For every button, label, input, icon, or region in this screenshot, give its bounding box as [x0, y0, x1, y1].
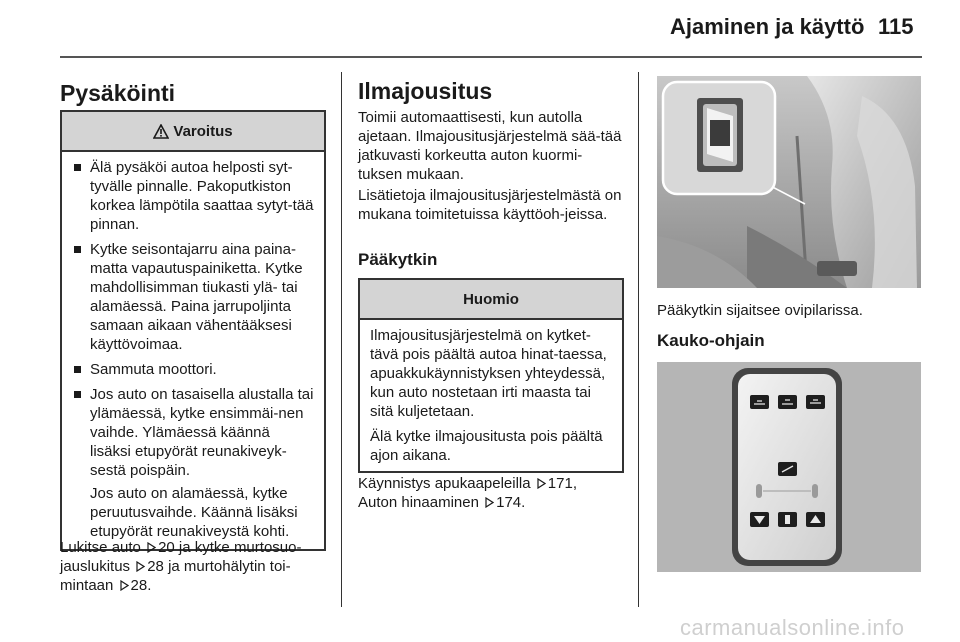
- footer-ref-1[interactable]: 20: [158, 539, 175, 556]
- column-separator: [341, 72, 342, 607]
- warning-box: [60, 110, 326, 551]
- subtitle-main-switch: Pääkytkin: [358, 250, 438, 269]
- note-box-header: [360, 280, 622, 320]
- note-paragraph-2: Älä kytke ilmajousitusta pois päältä ajon aikana.: [370, 428, 603, 464]
- note-paragraph-1: Ilmajousitusjärjestelmä on kytket-tävä pois päältä autoa hinat-taessa, apuakkukäynnistyksen yhteydessä, kun auto nostetaan irti maasta tai sitä kuljetetaan.: [370, 327, 607, 420]
- warning-body: [62, 152, 324, 549]
- ref-line-2-page[interactable]: 174.: [496, 494, 526, 511]
- parking-footer-paragraph: [60, 538, 335, 595]
- footer-text-a: Lukitse auto: [60, 539, 141, 556]
- footer-ref-2[interactable]: 28: [147, 558, 164, 575]
- footer-text-b: ja kytke murtosuo-jauslukitus: [60, 539, 302, 575]
- header-rule: [60, 56, 922, 58]
- figure-caption-main-switch: Pääkytkin sijaitsee ovipilarissa.: [657, 302, 863, 319]
- warning-box-header: [62, 112, 324, 152]
- warning-item: Älä pysäköi autoa helposti syt-tyvälle pinnalle. Pakoputkiston korkea lämpötila saattaa sytyt-tää pinnan.: [72, 158, 314, 234]
- page-reference-icon: [485, 497, 494, 508]
- main-switch-illustration: [657, 76, 921, 288]
- footer-ref-3[interactable]: 28.: [130, 577, 152, 594]
- warning-triangle-icon: [153, 124, 169, 139]
- page-reference-icon: [537, 478, 546, 489]
- warning-list: [72, 158, 314, 480]
- warning-item: Jos auto on tasaisella alustalla tai ylämäessä, kytke ensimmäi-nen vaihde. Ylämäessä käännä lisäksi etupyörät reunakiveyk-sestä poispäin.: [72, 385, 314, 480]
- footer-text-c: ja murtohälytin toi-mintaan: [60, 558, 291, 594]
- ref-line-1-text: Käynnistys apukaapeleilla: [358, 475, 531, 492]
- remote-control-illustration: [657, 362, 921, 572]
- page-number: 115: [878, 14, 914, 39]
- door-pillar-switch-image: [657, 76, 921, 288]
- section-title-air-suspension: Ilmajousitus: [358, 78, 493, 104]
- warning-item: Kytke seisontajarru aina paina-matta vapautuspainiketta. Kytke mahdollisimman tiukasti ylä- tai alamäessä. Paina jarrupoljinta samaan aikaan vähentääksesi käyttövoimaa.: [72, 240, 314, 354]
- note-heading: Huomio: [463, 290, 519, 308]
- warning-item: Sammuta moottori.: [72, 360, 314, 379]
- air-suspension-paragraph-2: Lisätietoja ilmajousitusjärjestelmästä on mukana toimitetuissa käyttöoh-jeissa.: [358, 187, 622, 223]
- subtitle-remote-control: Kauko-ohjain: [657, 331, 765, 350]
- section-title-parking: Pysäköinti: [60, 80, 176, 106]
- ref-line-2-text: Auton hinaaminen: [358, 494, 479, 511]
- warning-extra-paragraph: Jos auto on alamäessä, kytke peruutusvaihde. Käännä lisäksi etupyörät reunakiveystä kohti.: [90, 485, 298, 540]
- page-reference-icon: [136, 561, 145, 572]
- watermark-text[interactable]: carmanualsonline.info: [680, 615, 905, 640]
- warning-heading: Varoitus: [173, 122, 233, 140]
- reference-lines: [358, 474, 626, 512]
- remote-control-image: [657, 362, 921, 572]
- air-suspension-paragraph-1: Toimii automaattisesti, kun autolla ajetaan. Ilmajousitusjärjestelmä sää-tää jatkuvasti korkeutta auton kuormi-tuksen mukaan.: [358, 109, 622, 183]
- note-body: [360, 320, 622, 471]
- column-separator: [638, 72, 639, 607]
- note-box: [358, 278, 624, 473]
- page-header-title: Ajaminen ja käyttö: [670, 14, 865, 39]
- page-reference-icon: [147, 542, 156, 553]
- ref-line-1-page[interactable]: 171,: [547, 475, 577, 492]
- page-reference-icon: [120, 580, 129, 591]
